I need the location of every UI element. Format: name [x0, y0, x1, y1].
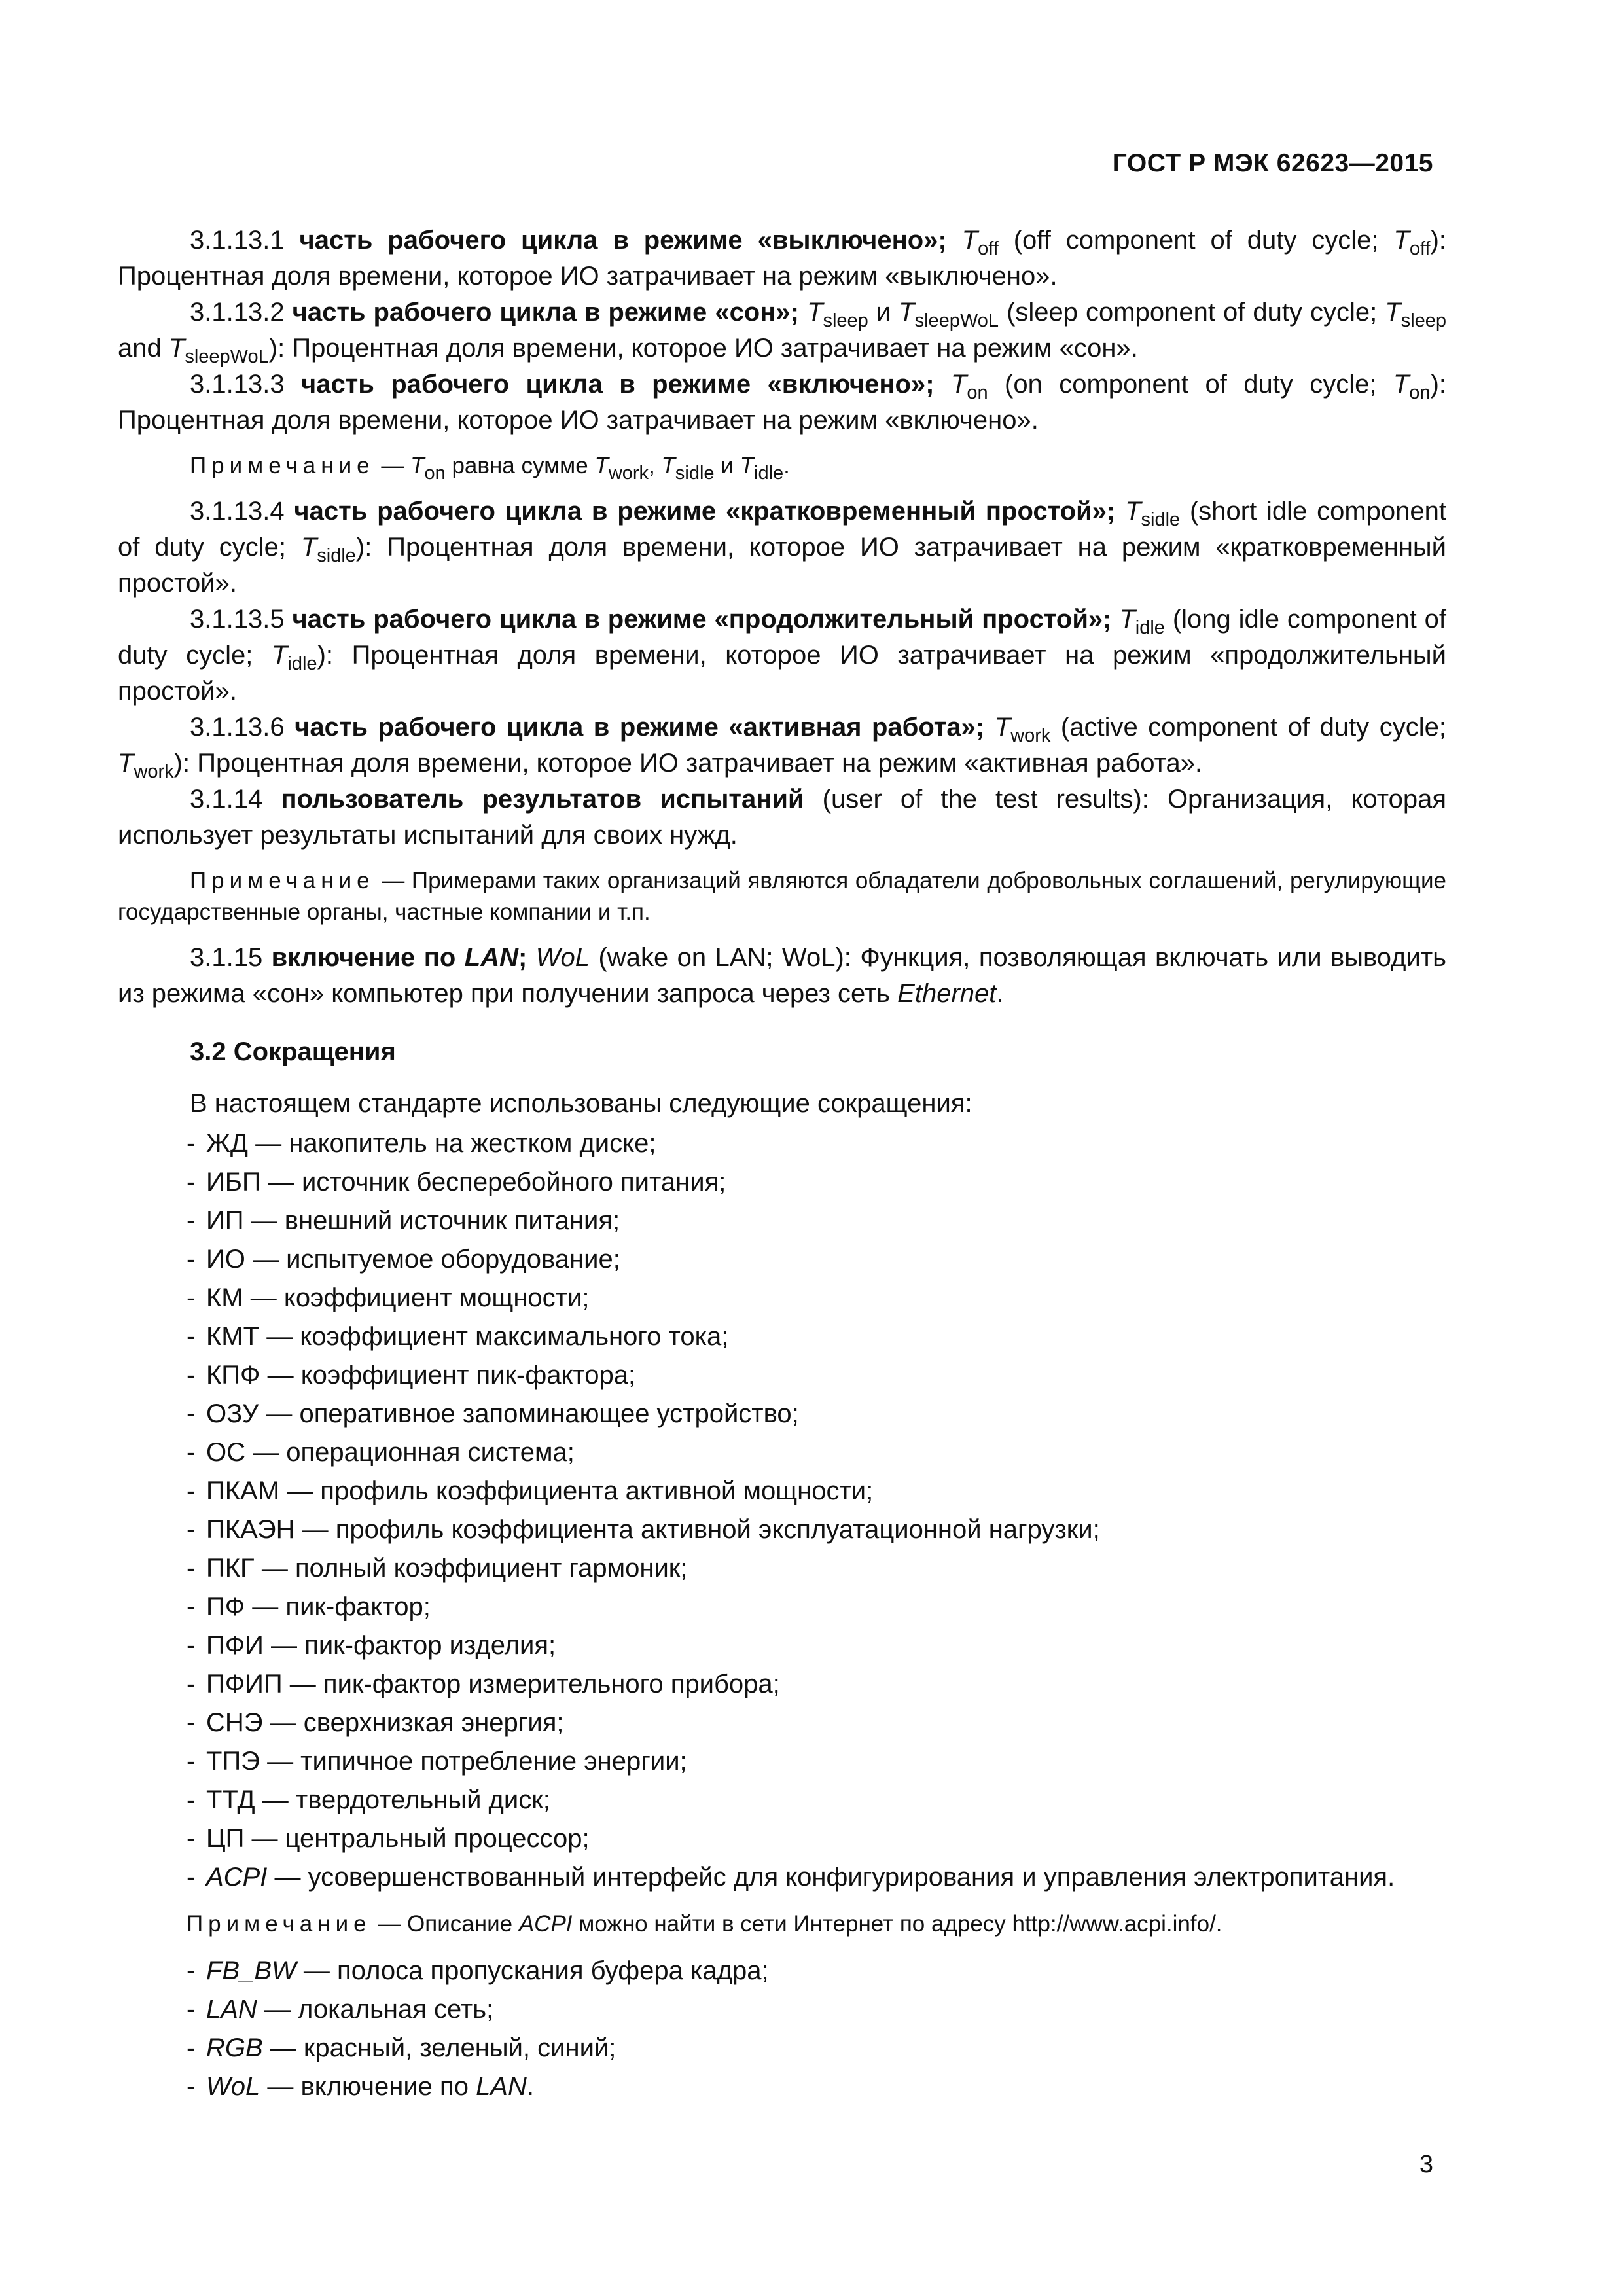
bullet: -	[187, 1477, 196, 1505]
abbreviation-list-latin	[118, 1952, 1446, 2106]
abbreviation-item	[187, 1626, 1446, 1665]
abbreviation-list	[118, 1124, 1446, 1897]
abbreviation-text: — коэффициент мощности;	[250, 1283, 590, 1312]
bullet: -	[187, 1863, 196, 1892]
abbreviation: ТПЭ	[206, 1747, 260, 1776]
definition-3-1-15: 3.1.15 включение по LAN; WoL (wake on LAN; WoL): Функция, позволяющая включать или выводить из режима «сон» компьютер при получении запроса через сеть Ethernet.	[118, 943, 1446, 1008]
abbreviation: ПФ	[206, 1592, 245, 1621]
term: часть рабочего цикла в режиме «сон»;	[292, 298, 799, 327]
term: пользователь результатов испытаний	[281, 785, 804, 814]
abbreviation: ЦП	[206, 1824, 245, 1853]
abbreviation-text: — операционная система;	[253, 1438, 575, 1467]
abbreviation-item	[187, 1163, 1446, 1202]
term: часть рабочего цикла в режиме «кратковременный простой»;	[294, 497, 1116, 526]
abbreviation-text: — усовершенствованный интерфейс для конфигурирования и управления электропитания.	[274, 1863, 1395, 1892]
note-label: Примечание	[190, 453, 375, 478]
note-label: Примечание	[187, 1911, 372, 1937]
definition-3-1-13-1: 3.1.13.1 часть рабочего цикла в режиме «выключено»; $T_{off}$ (off component of duty cycle; $T_{off}$): Процентная доля времени, которое ИО затрачивает на режим «выключено».	[118, 226, 1446, 291]
bullet: -	[187, 1129, 196, 1158]
abbreviation-text: — испытуемое оборудование;	[253, 1245, 620, 1274]
abbreviation: ИБП	[206, 1168, 261, 1196]
abbreviation-end: .	[526, 2072, 534, 2101]
abbreviation-text: — пик-фактор;	[252, 1592, 431, 1621]
abbreviation-item	[187, 1240, 1446, 1279]
abbreviation-text: — включение по	[267, 2072, 469, 2101]
abbreviation-text: — красный, зеленый, синий;	[270, 2034, 616, 2062]
abbreviation-item	[187, 1433, 1446, 1472]
abbreviation-text: — коэффициент максимального тока;	[266, 1322, 729, 1351]
note-acpi: Примечание — Описание ACPI можно найти в сети Интернет по адресу http://www.acpi.info/.	[187, 1911, 1222, 1937]
bullet: -	[187, 1361, 196, 1390]
abbreviation: ACPI	[206, 1863, 268, 1892]
abbreviation: ИП	[206, 1206, 244, 1235]
bullet: -	[187, 1515, 196, 1544]
note-test-users: Примечание — Примерами таких организаций являются обладатели добровольных соглашений, регулирующие государственные органы, частные компании и т.п.	[118, 868, 1446, 925]
abbreviation-tail: LAN	[476, 2072, 527, 2101]
abbreviation: ОЗУ	[206, 1399, 259, 1428]
definition-3-1-13-4: 3.1.13.4 часть рабочего цикла в режиме «кратковременный простой»; $T_{sidle}$ (short idle component of duty cycle; $T_{sidle}$): Процентная доля времени, которое ИО затрачивает на режим «кратковременный простой».	[118, 497, 1447, 598]
abbreviation: WoL	[206, 2072, 260, 2101]
abbreviation-item	[187, 1318, 1446, 1356]
definition-3-1-14: 3.1.14 пользователь результатов испытаний (user of the test results): Организация, которая использует результаты испытаний для своих нужд.	[118, 785, 1446, 850]
abbreviation-item	[187, 1742, 1446, 1781]
bullet: -	[187, 1785, 196, 1814]
abbreviation-text: — твердотельный диск;	[262, 1785, 550, 1814]
section-title-abbreviations: 3.2 Сокращения	[190, 1037, 396, 1066]
abbreviation-text: — накопитель на жестком диске;	[255, 1129, 656, 1158]
page-number: 3	[1419, 2151, 1433, 2178]
abbreviation: КМТ	[206, 1322, 260, 1351]
abbreviation-text: — сверхнизкая энергия;	[270, 1708, 564, 1737]
document-code-header: ГОСТ Р МЭК 62623—2015	[1112, 149, 1433, 177]
definition-3-1-13-6: 3.1.13.6 часть рабочего цикла в режиме «активная работа»; $T_{work}$ (active component of duty cycle; $T_{work}$): Процентная доля времени, которое ИО затрачивает на режим «активная работа».	[118, 713, 1446, 782]
term: часть рабочего цикла в режиме «выключено»;	[299, 226, 947, 255]
document-body	[118, 223, 1446, 2106]
abbreviation-text: — оперативное запоминающее устройство;	[266, 1399, 799, 1428]
bullet: -	[187, 1631, 196, 1660]
abbreviation: КПФ	[206, 1361, 260, 1390]
bullet: -	[187, 1168, 196, 1196]
term: включение по LAN;	[271, 943, 527, 972]
abbreviation-item	[187, 2068, 1446, 2106]
abbreviation-item	[187, 1395, 1446, 1433]
abbreviation-item	[187, 1511, 1446, 1549]
bullet: -	[187, 1708, 196, 1737]
abbreviation-text: — коэффициент пик-фактора;	[267, 1361, 636, 1390]
term: часть рабочего цикла в режиме «продолжительный простой»;	[292, 605, 1112, 634]
bullet: -	[187, 1245, 196, 1274]
bullet: -	[187, 1747, 196, 1776]
abbreviation: LAN	[206, 1995, 257, 2024]
term: часть рабочего цикла в режиме «активная работа»;	[294, 713, 985, 742]
bullet: -	[187, 1554, 196, 1583]
definition-3-1-13-2: 3.1.13.2 часть рабочего цикла в режиме «сон»; $T_{sleep}$ и $T_{sleepWoL}$ (sleep component of duty cycle; $T_{sleep}$ and $T_{sleepWoL}$): Процентная доля времени, которое ИО затрачивает на режим «сон».	[118, 298, 1447, 367]
abbreviation: ПКГ	[206, 1554, 255, 1583]
definition-3-1-13-5: 3.1.13.5 часть рабочего цикла в режиме «продолжительный простой»; $T_{idle}$ (long idle component of duty cycle; $T_{idle}$): Процентная доля времени, которое ИО затрачивает на режим «продолжительный простой».	[118, 605, 1447, 706]
abbreviation-item	[187, 1549, 1446, 1588]
abbreviation-item	[187, 1820, 1446, 1858]
bullet: -	[187, 1283, 196, 1312]
abbreviation-item	[187, 1952, 1446, 1990]
bullet: -	[187, 1592, 196, 1621]
abbreviation-item	[187, 2029, 1446, 2068]
abbreviation-item	[187, 1858, 1446, 1897]
abbreviation: ОС	[206, 1438, 245, 1467]
abbreviation: ЖД	[206, 1129, 249, 1158]
abbreviation-text: — пик-фактор измерительного прибора;	[289, 1670, 780, 1698]
abbreviation-item	[187, 1124, 1446, 1163]
bullet: -	[187, 2072, 196, 2101]
abbreviation: ПКАЭН	[206, 1515, 295, 1544]
abbreviation-item	[187, 1990, 1446, 2029]
abbreviation-text: — внешний источник питания;	[251, 1206, 620, 1235]
abbreviation: RGB	[206, 2034, 263, 2062]
bullet: -	[187, 1824, 196, 1853]
bullet: -	[187, 2034, 196, 2062]
abbreviation-item	[187, 1781, 1446, 1820]
bullet: -	[187, 1670, 196, 1698]
section-intro: В настоящем стандарте использованы следующие сокращения:	[190, 1089, 972, 1118]
bullet: -	[187, 1206, 196, 1235]
abbreviation: ПФИ	[206, 1631, 264, 1660]
abbreviation: КМ	[206, 1283, 243, 1312]
bullet: -	[187, 1956, 196, 1985]
abbreviation-item	[187, 1704, 1446, 1742]
abbreviation-text: — центральный процессор;	[251, 1824, 590, 1853]
abbreviation-item	[187, 1588, 1446, 1626]
abbreviation: FB_BW	[206, 1956, 296, 1985]
abbreviation-text: — типичное потребление энергии;	[267, 1747, 687, 1776]
abbreviation-item	[187, 1202, 1446, 1240]
abbreviation-text: — профиль коэффициента активной эксплуатационной нагрузки;	[302, 1515, 1100, 1544]
abbreviation-text: — источник бесперебойного питания;	[268, 1168, 726, 1196]
abbreviation-text: — пик-фактор изделия;	[271, 1631, 556, 1660]
note-label: Примечание	[190, 868, 375, 893]
abbreviation: ТТД	[206, 1785, 255, 1814]
bullet: -	[187, 1995, 196, 2024]
abbreviation: СНЭ	[206, 1708, 263, 1737]
definition-3-1-13-3: 3.1.13.3 часть рабочего цикла в режиме «включено»; $T_{on}$ (on component of duty cycle; $T_{on}$): Процентная доля времени, которое ИО затрачивает на режим «включено».	[118, 370, 1446, 435]
abbreviation: ПФИП	[206, 1670, 283, 1698]
abbreviation-text: — локальная сеть;	[264, 1995, 494, 2024]
term: часть рабочего цикла в режиме «включено»;	[300, 370, 935, 399]
abbreviation-text: — полный коэффициент гармоник;	[261, 1554, 688, 1583]
abbreviation-text: — профиль коэффициента активной мощности;	[287, 1477, 874, 1505]
abbreviation-item	[187, 1665, 1446, 1704]
note-t-on: Примечание — $T_{on}$ равна сумме $T_{work}$, $T_{sidle}$ и $T_{idle}$.	[190, 453, 790, 484]
abbreviation: ИО	[206, 1245, 245, 1274]
abbreviation-item	[187, 1472, 1446, 1511]
bullet: -	[187, 1322, 196, 1351]
bullet: -	[187, 1399, 196, 1428]
bullet: -	[187, 1438, 196, 1467]
abbreviation-item	[187, 1279, 1446, 1318]
abbreviation-text: — полоса пропускания буфера кадра;	[303, 1956, 769, 1985]
abbreviation: ПКАМ	[206, 1477, 280, 1505]
abbreviation-item	[187, 1356, 1446, 1395]
